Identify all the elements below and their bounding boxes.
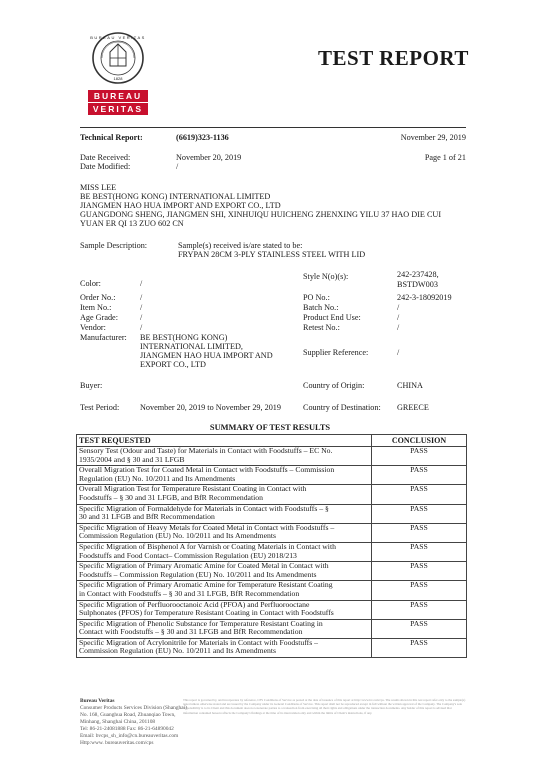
logo-year: 1828 (110, 76, 126, 81)
country-of-origin-value: CHINA (397, 381, 423, 390)
footer-line: No. 168, Guanghua Road, Zhuanqiao Town, (80, 712, 176, 718)
address-line: MISS LEE (80, 183, 117, 192)
conclusion-cell: PASS (372, 581, 467, 600)
test-line: Contact with Foodstuffs – § 30 and 31 LFGB and BfR Recommendation (79, 627, 303, 637)
style-value-1: 242-237428, (397, 270, 439, 279)
test-line: Specific Migration of Primary Aromatic Amine for Coated Metal in Contact with (79, 561, 329, 571)
logo-brand-line2: VERITAS (92, 104, 144, 114)
test-period-label: Test Period: (80, 403, 120, 412)
retest-label: Retest No.: (303, 323, 340, 332)
test-cell (77, 523, 372, 542)
footer-email[interactable]: Email: bvcps_sh_info@cn.bureauveritas.com (80, 733, 179, 739)
bureau-veritas-logo (82, 30, 154, 120)
manufacturer-line: INTERNATIONAL LIMITED, (140, 342, 243, 351)
vendor-label: Vendor: (80, 323, 106, 332)
conclusion-cell: PASS (372, 562, 467, 581)
footer-line: Tel: 86-21-24081888 Fax: 86-21-64890042 (80, 726, 174, 732)
address-line: JIANGMEN HAO HUA IMPORT AND EXPORT CO., LTD (80, 201, 281, 210)
test-line: Overall Migration Test for Coated Metal in Contact with Foodstuffs – Commission (79, 465, 335, 475)
test-cell (77, 542, 372, 561)
test-cell (77, 485, 372, 504)
report-date: November 29, 2019 (400, 133, 466, 142)
footer-website[interactable]: Http:www. bureauveritas.com/cps (80, 740, 154, 746)
sample-description-line1: Sample(s) received is/are stated to be: (178, 241, 303, 250)
test-line: Foodstuffs and Food Contact– Commission Regulation (EU) 2018/213 (79, 550, 297, 560)
logo-brand-line1: BUREAU (93, 91, 143, 101)
test-line: Sensory Test (Odour and Taste) for Materials in Contact with Foodstuffs – EC No. (79, 446, 333, 455)
order-label: Order No.: (80, 293, 116, 302)
column-header-conclusion: CONCLUSION (372, 435, 467, 447)
technical-report-label: Technical Report: (80, 133, 143, 142)
test-cell (77, 562, 372, 581)
product-end-use-value: / (397, 313, 400, 322)
test-line: Specific Migration of Heavy Metals for Coated Metal in Contact with Foodstuffs – (79, 522, 335, 532)
table-header-row (77, 435, 467, 447)
conclusion-cell: PASS (372, 504, 467, 523)
test-cell (77, 600, 372, 619)
color-label: Color: (80, 279, 101, 288)
table-row (77, 542, 467, 561)
test-cell (77, 619, 372, 638)
manufacturer-line: EXPORT CO., LTD (140, 360, 206, 369)
test-cell (77, 581, 372, 600)
color-value: / (140, 279, 143, 288)
test-line: Overall Migration Test for Temperature Resistant Coating in Contact with (79, 484, 307, 494)
footer-line: Minhang, Shanghai China, 201108 (80, 719, 156, 725)
test-line: in Contact with Foodstuffs – § 30 and 31 LFGB, BfR Recommendation (79, 588, 300, 598)
test-line: 30 and 31 LFGB and BfR Recommendation (79, 512, 215, 522)
test-period-value: November 20, 2019 to November 29, 2019 (140, 403, 281, 412)
test-line: Commission Regulation (EU) No. 10/2011 and Its Amendments (79, 531, 277, 541)
address-line: BE BEST(HONG KONG) INTERNATIONAL LIMITED (80, 192, 271, 201)
test-line: Specific Migration of Phenolic Substance for Temperature Resistant Coating in (79, 618, 323, 628)
summary-title: SUMMARY OF TEST RESULTS (209, 423, 331, 432)
test-line: Specific Migration of Bisphenol A for Varnish or Coating Materials in Contact with (79, 541, 336, 551)
test-line: Specific Migration of Primary Aromatic Amine for Temperature Resistant Coating (79, 580, 333, 590)
batch-value: / (397, 303, 400, 312)
column-header-test-requested: TEST REQUESTED (77, 435, 372, 447)
table-row (77, 638, 467, 657)
sample-description-label: Sample Description: (80, 241, 148, 250)
manufacturer-label: Manufacturer: (80, 333, 127, 342)
date-modified-value: / (176, 162, 179, 171)
header-divider (80, 127, 466, 128)
test-line: Specific Migration of Formaldehyde for Materials in Contact with Foodstuffs – § (79, 503, 329, 513)
test-line: Foodstuffs – § 30 and 31 LFGB, and BfR Recommendation (79, 492, 263, 502)
vendor-value: / (140, 323, 143, 332)
footer-company: Bureau Veritas (80, 698, 115, 704)
age-grade-value: / (140, 313, 143, 322)
supplier-reference-label: Supplier Reference: (303, 348, 369, 357)
test-cell (77, 638, 372, 657)
report-title: TEST REPORT (318, 46, 469, 70)
batch-label: Batch No.: (303, 303, 339, 312)
country-of-destination-value: GREECE (397, 403, 429, 412)
table-row (77, 619, 467, 638)
footer-contact (80, 698, 187, 747)
table-row (77, 523, 467, 542)
conclusion-cell: PASS (372, 600, 467, 619)
test-results-table (76, 434, 467, 658)
table-row (77, 581, 467, 600)
technical-report-number: (6619)323-1136 (176, 133, 229, 142)
test-line: Commission Regulation (EU) No. 10/2011 and Its Amendments (79, 646, 277, 656)
age-grade-label: Age Grade: (80, 313, 118, 322)
item-value: / (140, 303, 143, 312)
table-row (77, 466, 467, 485)
test-line: Regulation (EU) No. 10/2011 and Its Amendments (79, 473, 236, 483)
conclusion-cell: PASS (372, 485, 467, 504)
style-label: Style N(o)(s): (303, 272, 349, 281)
order-value: / (140, 293, 143, 302)
country-of-origin-label: Country of Origin: (303, 381, 365, 390)
footer-line: Consumer Products Services Division (Shanghai) (80, 705, 187, 711)
conclusion-cell: PASS (372, 542, 467, 561)
test-cell (77, 447, 372, 466)
manufacturer-line: JIANGMEN HAO HUA IMPORT AND (140, 351, 273, 360)
test-line: Specific Migration of Perfluorooctanoic Acid (PFOA) and Perfluorooctane (79, 599, 310, 609)
table-row (77, 562, 467, 581)
test-line: Sulphonates (PFOS) for Temperature Resistant Coating in Contact with Foodstuffs (79, 608, 334, 618)
test-line: 1935/2004 and § 30 and 31 LFGB (79, 454, 185, 464)
conclusion-cell: PASS (372, 619, 467, 638)
conclusion-cell: PASS (372, 523, 467, 542)
logo-ring-text: BUREAU VERITAS (90, 35, 146, 40)
date-modified-label: Date Modified: (80, 162, 131, 171)
address-line: GUANGDONG SHENG, JIANGMEN SHI, XINHUIQU HUICHENG ZHENXING YILU 37 HAO DIE CUI (80, 210, 442, 219)
page-number: Page 1 of 21 (424, 153, 466, 162)
conclusion-cell: PASS (372, 638, 467, 657)
test-cell (77, 466, 372, 485)
test-line: Specific Migration of Acrylonitrile for Materials in Contact with Foodstuffs – (79, 637, 318, 647)
retest-value: / (397, 323, 400, 332)
supplier-reference-value: / (397, 348, 400, 357)
po-label: PO No.: (303, 293, 330, 302)
style-value-2: BSTDW003 (397, 280, 438, 289)
address-line: YUAN ER QI 13 ZUO 602 CN (80, 219, 184, 228)
footer-disclaimer: This report is governed by, and incorporates by reference, CPS Conditions of Service as posted at the date of issuance of this report at http://www.bv.com/cps. The results shown in this test report refer only to the sample(s) tested unless otherwise stated and are issued by the Company under its General Conditions of Service. This report shall not be reproduced except in full without the written approval of the Company. The Company's sole responsibility is to its Client and this document does not exonerate parties to a transaction from exercising all their rights and obligations under the transaction documents. Any holder of this report is advised that information contained hereon reflects the Company's findings at the time of its intervention only and within the limits of Client's instructions, if any. (183, 698, 466, 715)
test-line: Foodstuffs – Commission Regulation (EU) No. 10/2011 and Its Amendments (79, 569, 317, 579)
table-row (77, 485, 467, 504)
buyer-label: Buyer: (80, 381, 103, 390)
date-received-label: Date Received: (80, 153, 131, 162)
manufacturer-line: BE BEST(HONG KONG) (140, 333, 228, 342)
conclusion-cell: PASS (372, 447, 467, 466)
table-row (77, 447, 467, 466)
test-cell (77, 504, 372, 523)
table-row (77, 600, 467, 619)
sample-description-line2: FRYPAN 28CM 3-PLY STAINLESS STEEL WITH LID (178, 250, 366, 259)
item-label: Item No.: (80, 303, 112, 312)
po-value: 242-3-18092019 (397, 293, 452, 302)
date-received-value: November 20, 2019 (176, 153, 242, 162)
conclusion-cell: PASS (372, 466, 467, 485)
product-end-use-label: Product End Use: (303, 313, 361, 322)
country-of-destination-label: Country of Destination: (303, 403, 381, 412)
table-row (77, 504, 467, 523)
